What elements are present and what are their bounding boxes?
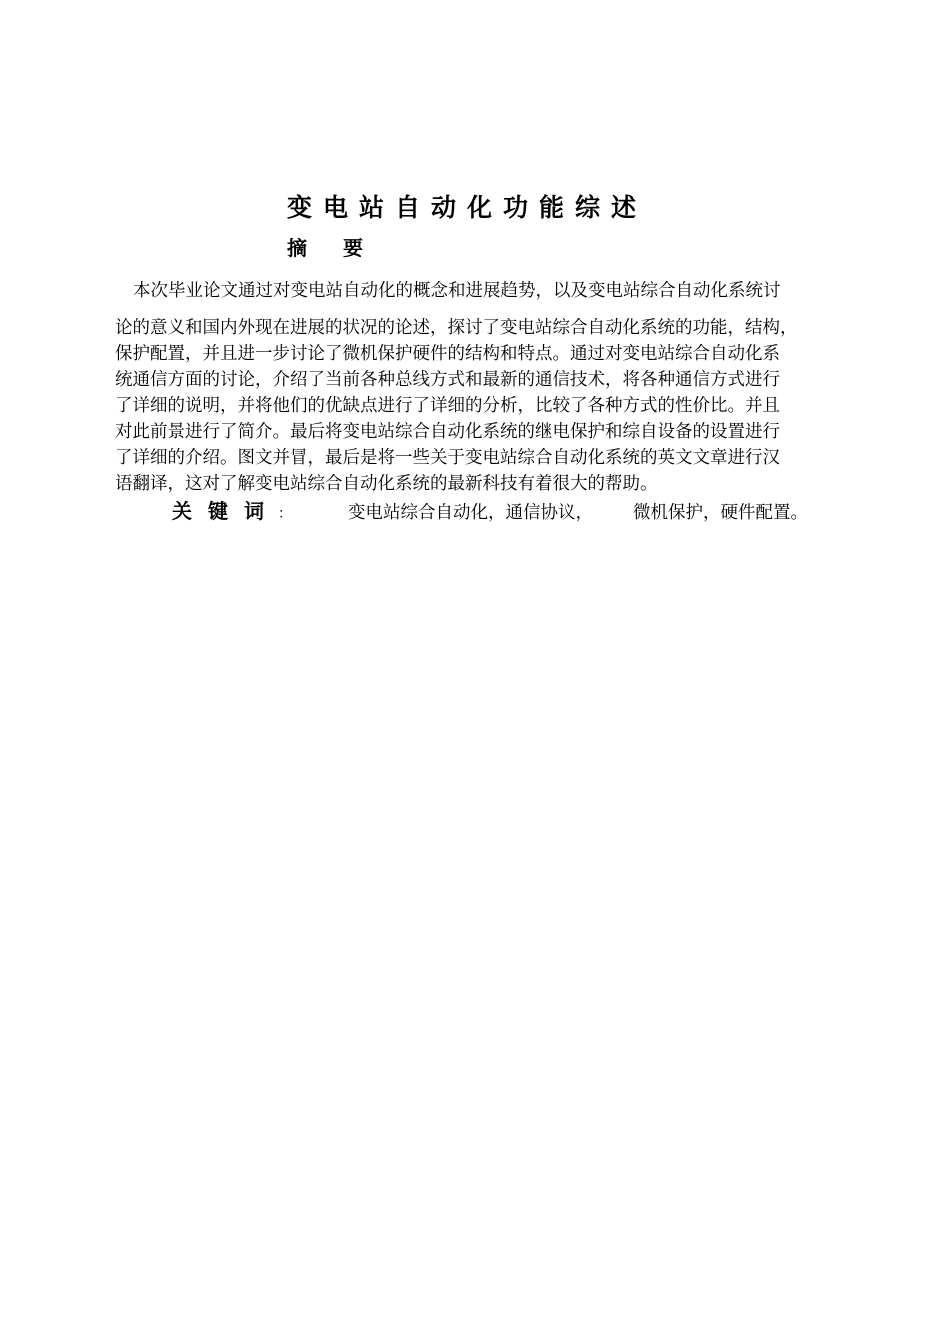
abstract-line-2: 论的意义和国内外现在进展的状况的论述，探讨了变电站综合自动化系统的功能，结构， [115,318,798,338]
abstract-line-5: 了详细的说明，并将他们的优缺点进行了详细的分析，比较了各种方式的性价比。并且 [115,396,780,416]
keywords-line [172,497,808,525]
keywords-part-1: 变电站综合自动化，通信协议， [348,503,593,523]
abstract-heading-char-2: 要 [343,236,363,260]
abstract-heading [287,234,363,262]
keywords-colon: ： [278,506,292,522]
abstract-heading-char-1: 摘 [287,236,307,260]
abstract-line-1: 本次毕业论文通过对变电站自动化的概念和进展趋势，以及变电站综合自动化系统讨 [133,281,781,301]
abstract-line-6: 对此前景进行了简介。最后将变电站综合自动化系统的继电保护和综自设备的设置进行 [115,422,780,442]
keywords-label: 关键词 [172,499,280,523]
abstract-line-3: 保护配置，并且进一步讨论了微机保护硬件的结构和特点。通过对变电站综合自动化系 [115,344,780,364]
document-title: 变电站自动化功能综述 [287,193,648,222]
keywords-part-2: 微机保护，硬件配置。 [633,503,808,523]
abstract-line-7: 了详细的介绍。图文并冒，最后是将一些关于变电站综合自动化系统的英文文章进行汉 [115,448,780,468]
abstract-line-4: 统通信方面的讨论，介绍了当前各种总线方式和最新的通信技术，将各种通信方式进行 [115,370,780,390]
abstract-line-8: 语翻译，这对了解变电站综合自动化系统的最新科技有着很大的帮助。 [115,474,658,494]
